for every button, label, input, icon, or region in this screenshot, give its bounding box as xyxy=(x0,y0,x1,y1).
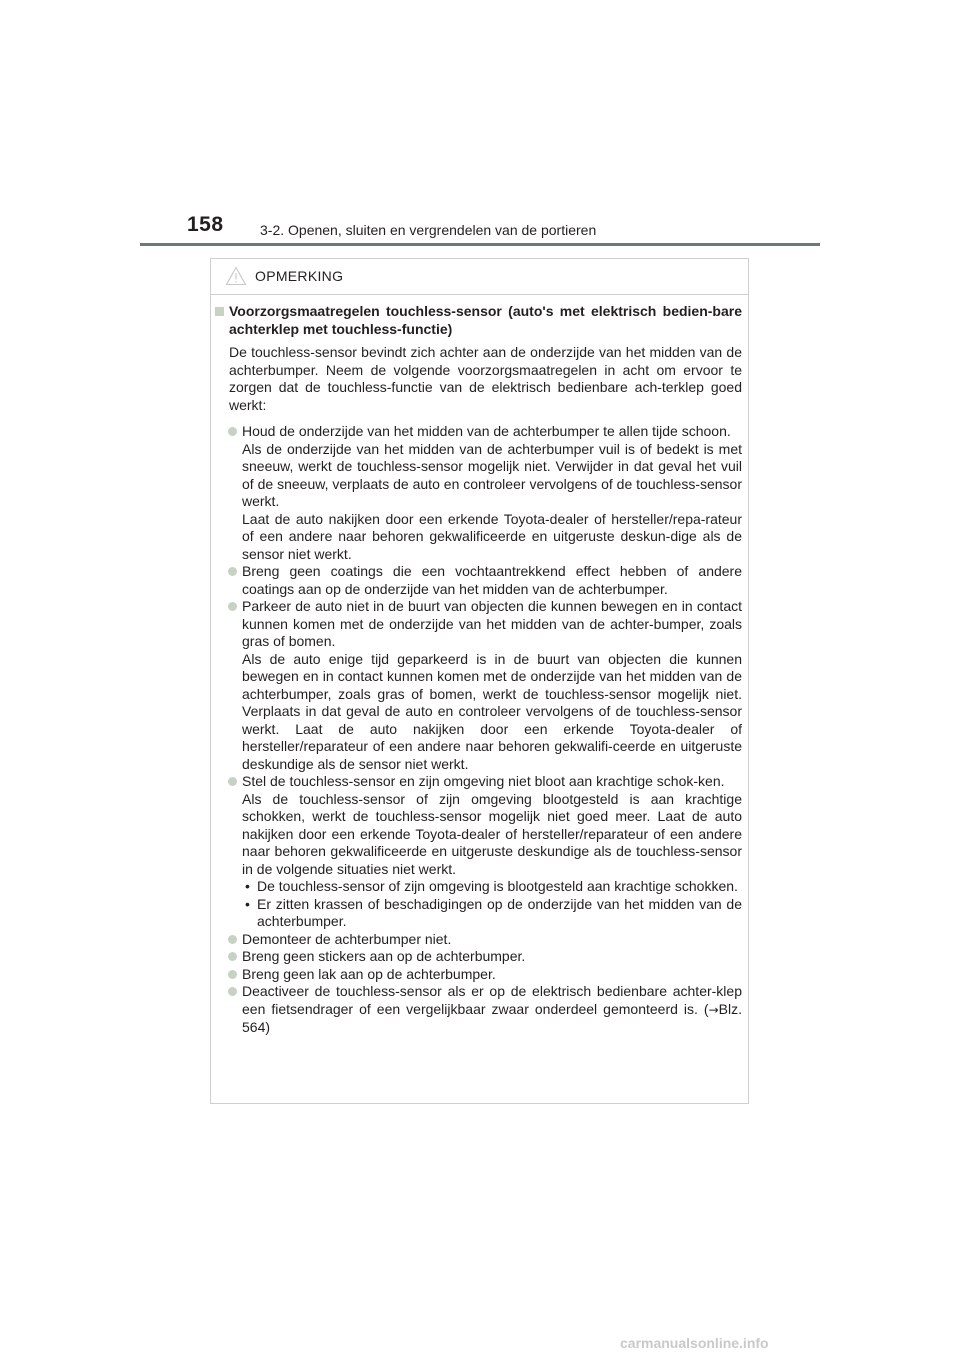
round-bullet-icon xyxy=(228,427,237,436)
section-title: 3-2. Openen, sluiten en vergrendelen van de portieren xyxy=(260,222,597,238)
notice-divider xyxy=(211,294,748,295)
bullet-title: Deactiveer de touchless-sensor als er op de elektrisch bedienbare achter-klep een fietsendrager of een vergelijkbaar zwaar onderdeel gemonteerd is. ( xyxy=(242,983,742,1017)
bullet-item xyxy=(215,931,742,949)
notice-box xyxy=(210,258,749,1104)
bullet-paragraph: Als de auto enige tijd geparkeerd is in de buurt van objecten die kunnen bewegen en in contact kunnen komen met de onderzijde van het midden van de achterbumper, zoals gras of bomen, werkt de touchless-sensor mogelijk niet. Verplaats in dat geval de auto en controleer vervolgens of de touchless-sensor werkt. Laat de auto nakijken door een erkende Toyota-dealer of hersteller/reparateur of een andere naar behoren gekwalifi-ceerde en uitgeruste deskundige als de sensor niet werkt. xyxy=(242,650,742,772)
small-dot-icon: • xyxy=(245,895,250,912)
round-bullet-icon xyxy=(228,602,237,611)
header-rule xyxy=(140,243,820,246)
warning-triangle-icon xyxy=(225,266,247,286)
round-bullet-icon xyxy=(228,970,237,979)
bullet-item xyxy=(215,966,742,984)
sub-bullet-item xyxy=(215,896,742,931)
bullet-item xyxy=(215,948,742,966)
bullet-title: Houd de onderzijde van het midden van de achterbumper te allen tijde schoon. xyxy=(242,423,731,439)
bullet-paragraph: Als de onderzijde van het midden van de achterbumper vuil is of bedekt is met sneeuw, werkt de touchless-sensor mogelijk niet. Verwijder in dat geval het vuil of de sneeuw, verplaats de auto en controleer vervolgens of de touchless-sensor werkt. xyxy=(242,440,742,509)
bullet-title: Breng geen coatings die een vochtaantrekkend effect hebben of andere coatings aan op de onderzijde van het midden van de achterbumper. xyxy=(242,563,742,597)
small-dot-icon: • xyxy=(245,878,250,894)
bullet-paragraph: Laat de auto nakijken door een erkende Toyota-dealer of hersteller/repa-rateur of een andere naar behoren gekwalificeerde en uitgeruste deskun-dige als de sensor niet werkt. xyxy=(242,510,742,562)
round-bullet-icon xyxy=(228,567,237,576)
page-number: 158 xyxy=(187,213,224,236)
bullet-title: Stel de touchless-sensor en zijn omgeving niet bloot aan krachtige schok-ken. xyxy=(242,773,725,789)
notice-label: OPMERKING xyxy=(255,268,344,284)
round-bullet-icon xyxy=(228,987,237,996)
bullet-title: Demonteer de achterbumper niet. xyxy=(242,930,452,947)
bullet-title: Breng geen lak aan op de achterbumper. xyxy=(242,965,496,982)
bullet-title: Parkeer de auto niet in de buurt van objecten die kunnen bewegen en in contact kunnen komen met de onderzijde van het midden van de achter-bumper, zoals gras of bomen. xyxy=(242,598,742,649)
notice-heading-text: Voorzorgsmaatregelen touchless-sensor (auto's met elektrisch bedien-bare achterklep met touchless-functie) xyxy=(229,303,742,337)
watermark: carmanualsonline.info xyxy=(620,1335,769,1351)
bullet-item xyxy=(215,983,742,1037)
notice-body xyxy=(215,303,742,1037)
bullet-item xyxy=(215,423,742,563)
bullet-item xyxy=(215,773,742,878)
notice-intro: De touchless-sensor bevindt zich achter aan de onderzijde van het midden van de achterbumper. Neem de volgende voorzorgsmaatregelen in acht om ervoor te zorgen dat de touchless-functie van de elektrisch bedienbare ach-terklep goed werkt: xyxy=(229,344,742,413)
sub-bullet-text: Er zitten krassen of beschadigingen op de onderzijde van het midden van de achterbumper. xyxy=(257,895,742,929)
sub-bullet-text: De touchless-sensor of zijn omgeving is blootgesteld aan krachtige schokken. xyxy=(257,878,738,894)
notice-heading xyxy=(215,303,742,338)
bullet-title: Breng geen stickers aan op de achterbumper. xyxy=(242,948,526,964)
arrow-right-icon: → xyxy=(708,1002,719,1017)
bullet-item xyxy=(215,563,742,598)
round-bullet-icon xyxy=(228,952,237,961)
bullet-list xyxy=(215,423,742,1037)
square-bullet-icon xyxy=(215,307,224,316)
notice-header xyxy=(225,263,343,289)
bullet-item xyxy=(215,598,742,773)
page-reference-link[interactable]: Blz. 564) xyxy=(242,1000,742,1035)
round-bullet-icon xyxy=(228,935,237,944)
round-bullet-icon xyxy=(228,777,237,786)
bullet-title-with-ref xyxy=(242,983,742,1037)
bullet-paragraph: Als de touchless-sensor of zijn omgeving blootgesteld is aan krachtige schokken, werkt de touchless-sensor mogelijk niet goed meer. Laat de auto nakijken door een erkende Toyota-dealer of hersteller/reparateur of een andere naar behoren gekwalificeerde en uitgeruste deskundige als de touchless-sensor in de volgende situaties niet werkt. xyxy=(242,790,742,877)
sub-bullet-item xyxy=(215,878,742,896)
